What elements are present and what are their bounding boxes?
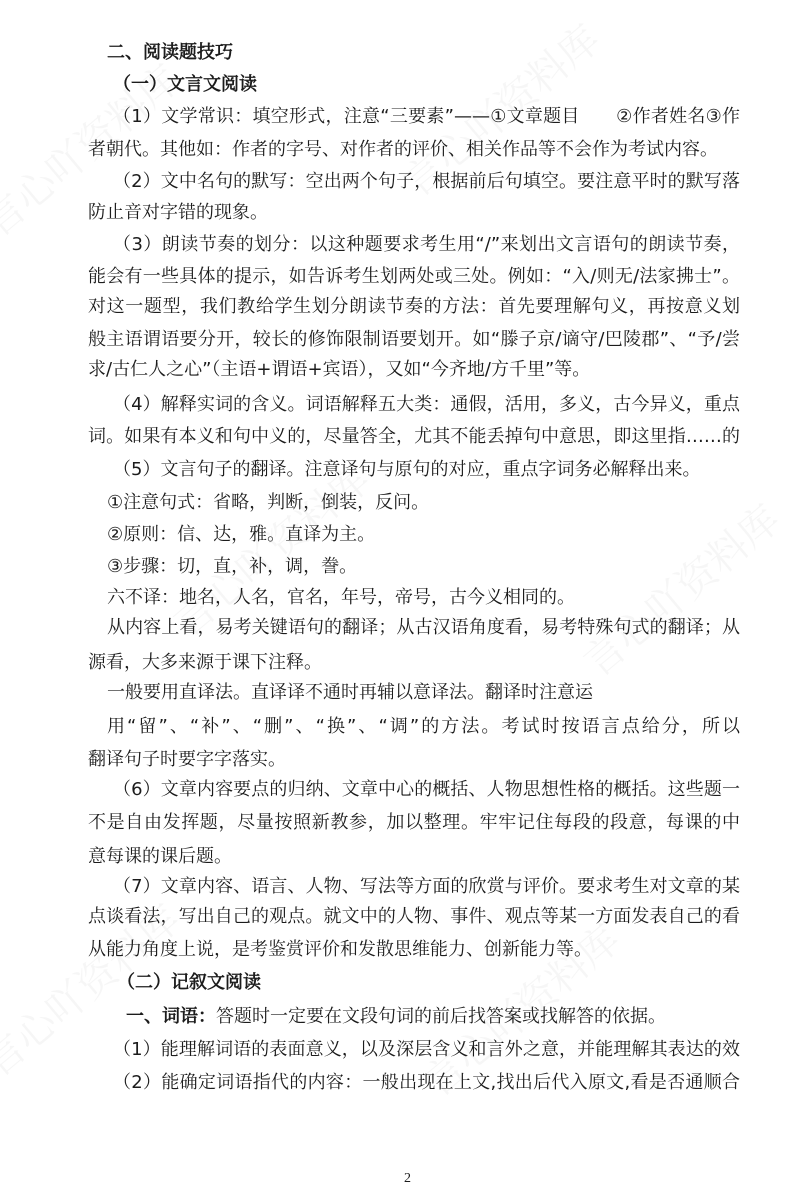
text-line xyxy=(126,1006,666,1028)
text-line: （2）能确定词语指代的内容：一般出现在上文,找出后代入原文,看是否通顺合 xyxy=(113,1072,740,1093)
subsection-heading: （二）记叙文阅读 xyxy=(117,972,261,993)
text-line: 用“留”、“补”、“删”、“换”、“调”的方法。考试时按语言点给分，所以 xyxy=(107,716,740,737)
text-line: 一般要用直译法。直译译不通时再辅以意译法。翻译时注意运 xyxy=(107,682,593,703)
text-line: 能会有一些具体的提示，如告诉考生划两处或三处。例如：“入/则无/法家拂士”。 xyxy=(88,266,740,287)
text-line: 般主语谓语要分开，较长的修饰限制语要划开。如“滕子京/谪守/巴陵郡”、“予/尝 xyxy=(88,329,740,350)
term-label: 一、词语： xyxy=(126,1006,216,1027)
text-line: 翻译句子时要字字落实。 xyxy=(88,749,286,770)
text-line: 从内容上看，易考关键语句的翻译；从古汉语角度看，易考特殊句式的翻译；从 xyxy=(107,617,740,638)
text-line: 六不译：地名，人名，官名，年号，帝号，古今义相同的。 xyxy=(107,587,575,608)
text-line: （7）文章内容、语言、人物、写法等方面的欣赏与评价。要求考生对文章的某 xyxy=(113,876,740,897)
text-line: （6）文章内容要点的归纳、文章中心的概括、人物思想性格的概括。这些题一 xyxy=(113,779,740,800)
text-line: 防止音对字错的现象。 xyxy=(88,202,268,223)
page-number: 2 xyxy=(404,1171,411,1186)
term-text: 答题时一定要在文段句词的前后找答案或找解答的依据。 xyxy=(216,1006,666,1027)
text-line: （2）文中名句的默写：空出两个句子，根据前后句填空。要注意平时的默写落 xyxy=(113,171,740,192)
text-line: 意每课的课后题。 xyxy=(88,846,232,867)
text-line: 点谈看法，写出自己的观点。就文中的人物、事件、观点等某一方面发表自己的看 xyxy=(88,906,740,927)
text-line: 从能力角度上说，是考鉴赏评价和发散思维能力、创新能力等。 xyxy=(88,939,592,960)
text-line: （3）朗读节奏的划分：以这种题要求考生用“/”来划出文言语句的朗读节奏， xyxy=(113,234,740,255)
subsection-heading: （一）文言文阅读 xyxy=(113,74,257,95)
text-line: ②原则：信、达，雅。直译为主。 xyxy=(107,524,376,545)
section-heading: 二、阅读题技巧 xyxy=(107,42,233,63)
text-line: 源看，大多来源于课下注释。 xyxy=(88,652,322,673)
text-line: ①注意句式：省略，判断，倒装，反问。 xyxy=(107,492,430,513)
text-line: 求/古仁人之心”（主语+谓语+宾语），又如“今齐地/方千里”等。 xyxy=(88,359,591,380)
text-line: ③步骤：切，直，补，调，誊。 xyxy=(107,556,358,577)
text-line: （4）解释实词的含义。词语解释五大类：通假，活用，多义，古今异义，重点 xyxy=(113,394,740,415)
text-line: （1）能理解词语的表面意义，以及深层含义和言外之意，并能理解其表达的效 xyxy=(113,1039,740,1060)
text-line: 不是自由发挥题，尽量按照新教参，加以整理。牢牢记住每段的段意，每课的中 xyxy=(88,812,740,833)
text-line: 对这一题型，我们教给学生划分朗读节奏的方法：首先要理解句义，再按意义划 xyxy=(88,296,740,317)
text-line: （1）文学常识：填空形式，注意“三要素”——①文章题目 ②作者姓名③作 xyxy=(113,106,740,127)
text-line: 词。如果有本义和句中义的，尽量答全，尤其不能丢掉句中意思，即这里指……的 xyxy=(88,426,740,447)
text-line: （5）文言句子的翻译。注意译句与原句的对应，重点字词务必解释出来。 xyxy=(113,459,701,480)
watermark xyxy=(570,490,790,688)
text-line: 者朝代。其他如：作者的字号、对作者的评价、相关作品等不会作为考试内容。 xyxy=(88,139,718,160)
